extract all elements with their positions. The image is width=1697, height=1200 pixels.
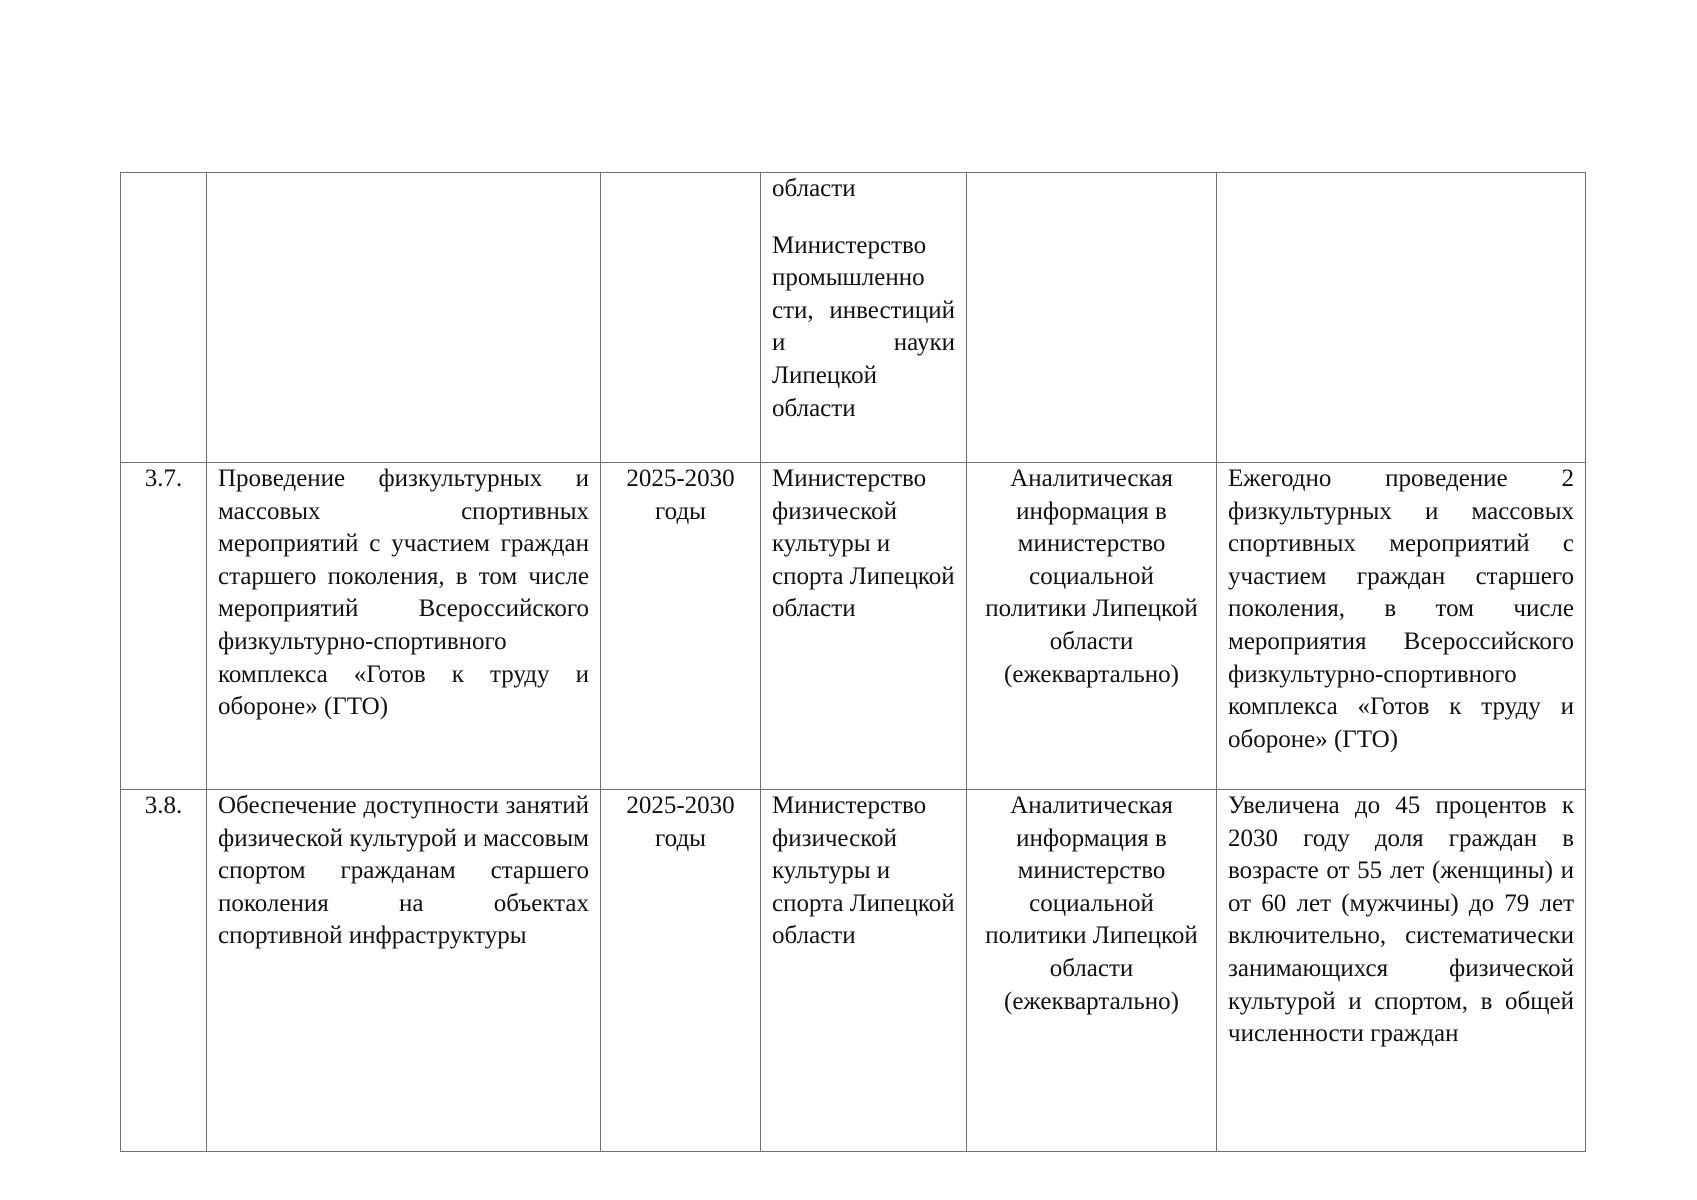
- cell-period: 2025-2030 годы: [601, 790, 761, 1152]
- cell-measure: Проведение физкультурных и массовых спортивных мероприятий с участием граждан старшего поколения, в том числе мероприятий Всероссийского физкультурно-спортивного комплекса «Готов к труду и обороне» (ГТО): [207, 463, 601, 790]
- cell-report-form: Аналитическая информация в министерство социальной политики Липецкой области (ежеквартально): [967, 790, 1217, 1152]
- cell-measure-empty: [207, 173, 601, 463]
- table-row-continued: [121, 173, 1586, 463]
- cell-result-empty: [1217, 173, 1586, 463]
- cell-number: 3.8.: [121, 790, 207, 1152]
- cell-report-form: Аналитическая информация в министерство социальной политики Липецкой области (ежеквартально): [967, 463, 1217, 790]
- table-row: [121, 463, 1586, 790]
- cell-number: 3.7.: [121, 463, 207, 790]
- cell-period: 2025-2030 годы: [601, 463, 761, 790]
- table-row: [121, 790, 1586, 1152]
- cell-measure: Обеспечение доступности занятий физической культурой и массовым спортом гражданам старшего поколения на объектах спортивной инфраструктуры: [207, 790, 601, 1152]
- measures-table: [120, 172, 1586, 1152]
- cell-result: Увеличена до 45 процентов к 2030 году доля граждан в возрасте от 55 лет (женщины) и от 60 лет (мужчины) до 79 лет включительно, систематически занимающихся физической культурой и спортом, в общей численности граждан: [1217, 790, 1586, 1152]
- cell-executor: Министерство физической культуры и спорта Липецкой области: [761, 790, 967, 1152]
- cell-number-empty: [121, 173, 207, 463]
- cell-report-form-empty: [967, 173, 1217, 463]
- cell-executor: Министерство физической культуры и спорта Липецкой области: [761, 463, 967, 790]
- executor-continued-line: области: [772, 175, 856, 202]
- executor-second-ministry: Министерство промышленно сти, инвестиций и науки Липецкой области: [772, 231, 955, 422]
- cell-period-empty: [601, 173, 761, 463]
- cell-result: Ежегодно проведение 2 физкультурных и массовых спортивных мероприятий с участием граждан старшего поколения, в том числе мероприятия Всероссийского физкультурно-спортивного комплекса «Готов к труду и обороне» (ГТО): [1217, 463, 1586, 790]
- cell-executor-continued: [761, 173, 967, 463]
